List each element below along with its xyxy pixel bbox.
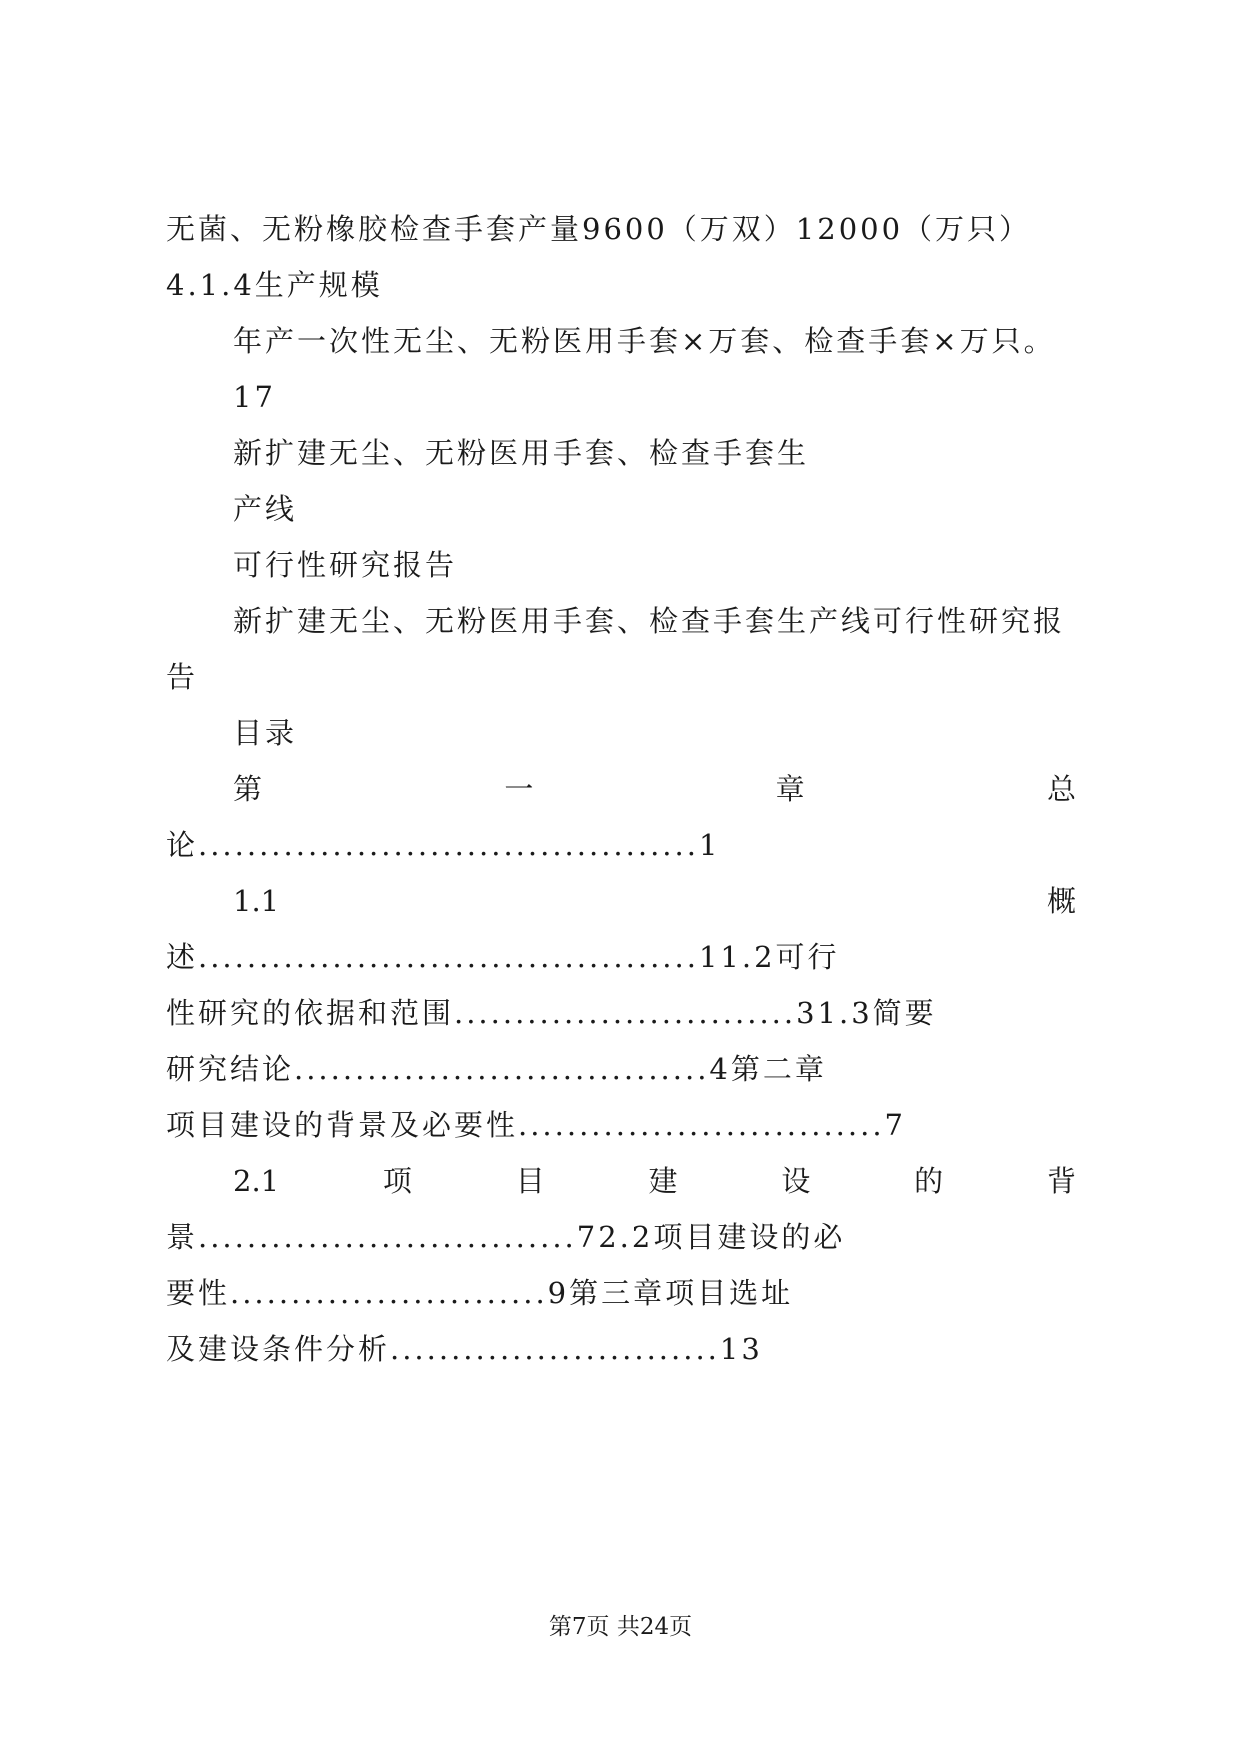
toc-word: 第: [233, 772, 263, 806]
toc-word: 建: [648, 1164, 678, 1198]
toc-word: 总: [1046, 772, 1076, 806]
toc-word: 1.1: [233, 884, 280, 918]
cover-title-line2: 产线: [233, 492, 298, 526]
toc-chapter1-heading: [233, 769, 1076, 809]
toc-entry-section13: 研究结论..................................4第二章: [166, 1052, 827, 1086]
toc-entry-chapter1: 论.........................................1: [166, 828, 721, 862]
page-number-marker: 17: [233, 380, 276, 414]
toc-entry-section12: 性研究的依据和范围............................31.3简要: [166, 996, 937, 1030]
toc-entry-section11: 述.........................................11.2可行: [166, 940, 840, 974]
report-title-line1: 新扩建无尘、无粉医用手套、检查手套生产线可行性研究报: [233, 604, 1066, 638]
text-line-annual-output: 年产一次性无尘、无粉医用手套×万套、检查手套×万只。: [233, 324, 1056, 358]
toc-word: 章: [775, 772, 805, 806]
toc-word: 概: [1046, 884, 1076, 918]
toc-word: 设: [781, 1164, 811, 1198]
cover-subtitle: 可行性研究报告: [233, 548, 458, 582]
toc-section21-heading: [233, 1161, 1076, 1201]
page-footer: 第7页 共24页: [548, 1614, 693, 1640]
toc-entry-chapter3: 及建设条件分析...........................13: [166, 1332, 763, 1366]
toc-entry-section21: 景...............................72.2项目建设的必: [166, 1220, 846, 1254]
toc-section11-heading: [233, 881, 1076, 921]
toc-entry-chapter2: 项目建设的背景及必要性..............................7: [166, 1108, 906, 1142]
toc-entry-section22: 要性..........................9第三章项目选址: [166, 1276, 794, 1310]
report-title-line2: 告: [166, 660, 199, 694]
toc-word: 一: [504, 772, 534, 806]
toc-word: 项: [382, 1164, 412, 1198]
text-line-output: 无菌、无粉橡胶检查手套产量9600（万双）12000（万只）: [166, 212, 1032, 246]
section-heading-scale: 4.1.4生产规模: [166, 268, 383, 302]
toc-word: 2.1: [233, 1164, 280, 1198]
toc-word: 的: [914, 1164, 944, 1198]
cover-title-line1: 新扩建无尘、无粉医用手套、检查手套生: [233, 436, 810, 470]
toc-heading: 目录: [233, 716, 298, 750]
toc-word: 背: [1046, 1164, 1076, 1198]
toc-word: 目: [515, 1164, 545, 1198]
